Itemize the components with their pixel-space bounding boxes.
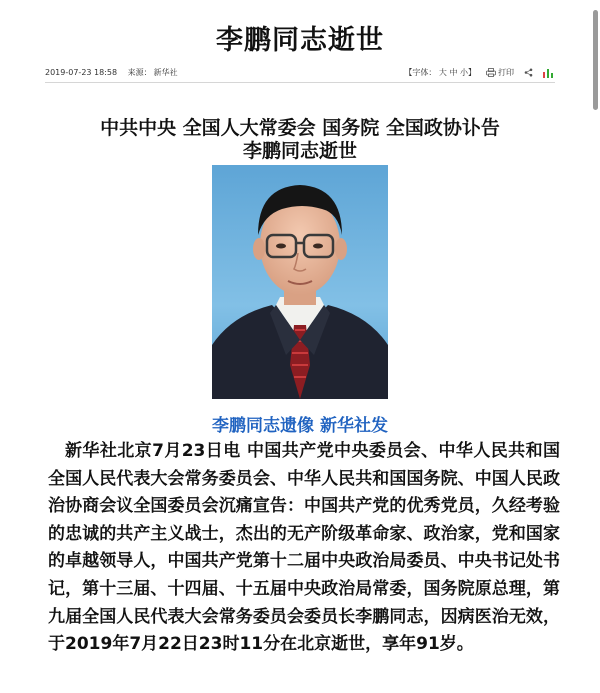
article-body: 新华社北京7月23日电 中国共产党中央委员会、中华人民共和国全国人民代表大会常务委员会、中华人民共和国国务院、中国人民政治协商会议全国委员会沉痛宣告：中国共产党的优秀党员，久经考验的忠诚的共产主义战士，杰出的无产阶级革命家、政治家，党和国家的卓越领导人，中国共产党第十二届中央政治局委员、中央书记处书记，第十三届、十四届、十五届中央政治局常委，国务院原总理，第九届全国人民代表大会常务委员会委员长李鹏同志，因病医治无效，于2019年7月22日23时11分在北京逝世，享年91岁。 — [48, 441, 560, 655]
portrait-illustration — [212, 165, 388, 399]
font-size-large-button[interactable]: 大 — [438, 68, 447, 77]
print-label: 打印 — [498, 68, 514, 77]
meta-divider — [45, 82, 555, 83]
publish-date: 2019-07-23 18:58 — [45, 68, 118, 77]
source-value: 新华社 — [153, 68, 178, 77]
photo-caption: 李鹏同志遗像 新华社发 — [212, 416, 388, 436]
share-icon — [524, 68, 533, 77]
portrait-photo — [212, 165, 388, 399]
font-size-label: 【字体： — [404, 68, 437, 77]
source-label: 来源： — [127, 68, 152, 77]
printer-icon — [486, 68, 496, 77]
share-button[interactable] — [524, 68, 533, 77]
headline-line-1: 中共中央 全国人大常委会 国务院 全国政协讣告 — [100, 117, 500, 139]
meta-tools — [394, 67, 555, 78]
print-button[interactable] — [486, 67, 514, 78]
font-size-control — [404, 67, 476, 78]
page-title: 李鹏同志逝世 — [216, 25, 384, 56]
headline-line-2: 李鹏同志逝世 — [242, 140, 357, 162]
article-meta-bar — [45, 64, 555, 82]
font-size-medium-button[interactable]: 中 — [449, 68, 458, 77]
bar-chart-icon[interactable] — [543, 68, 555, 78]
font-size-small-button[interactable]: 小】 — [460, 68, 476, 77]
meta-left — [45, 67, 186, 78]
